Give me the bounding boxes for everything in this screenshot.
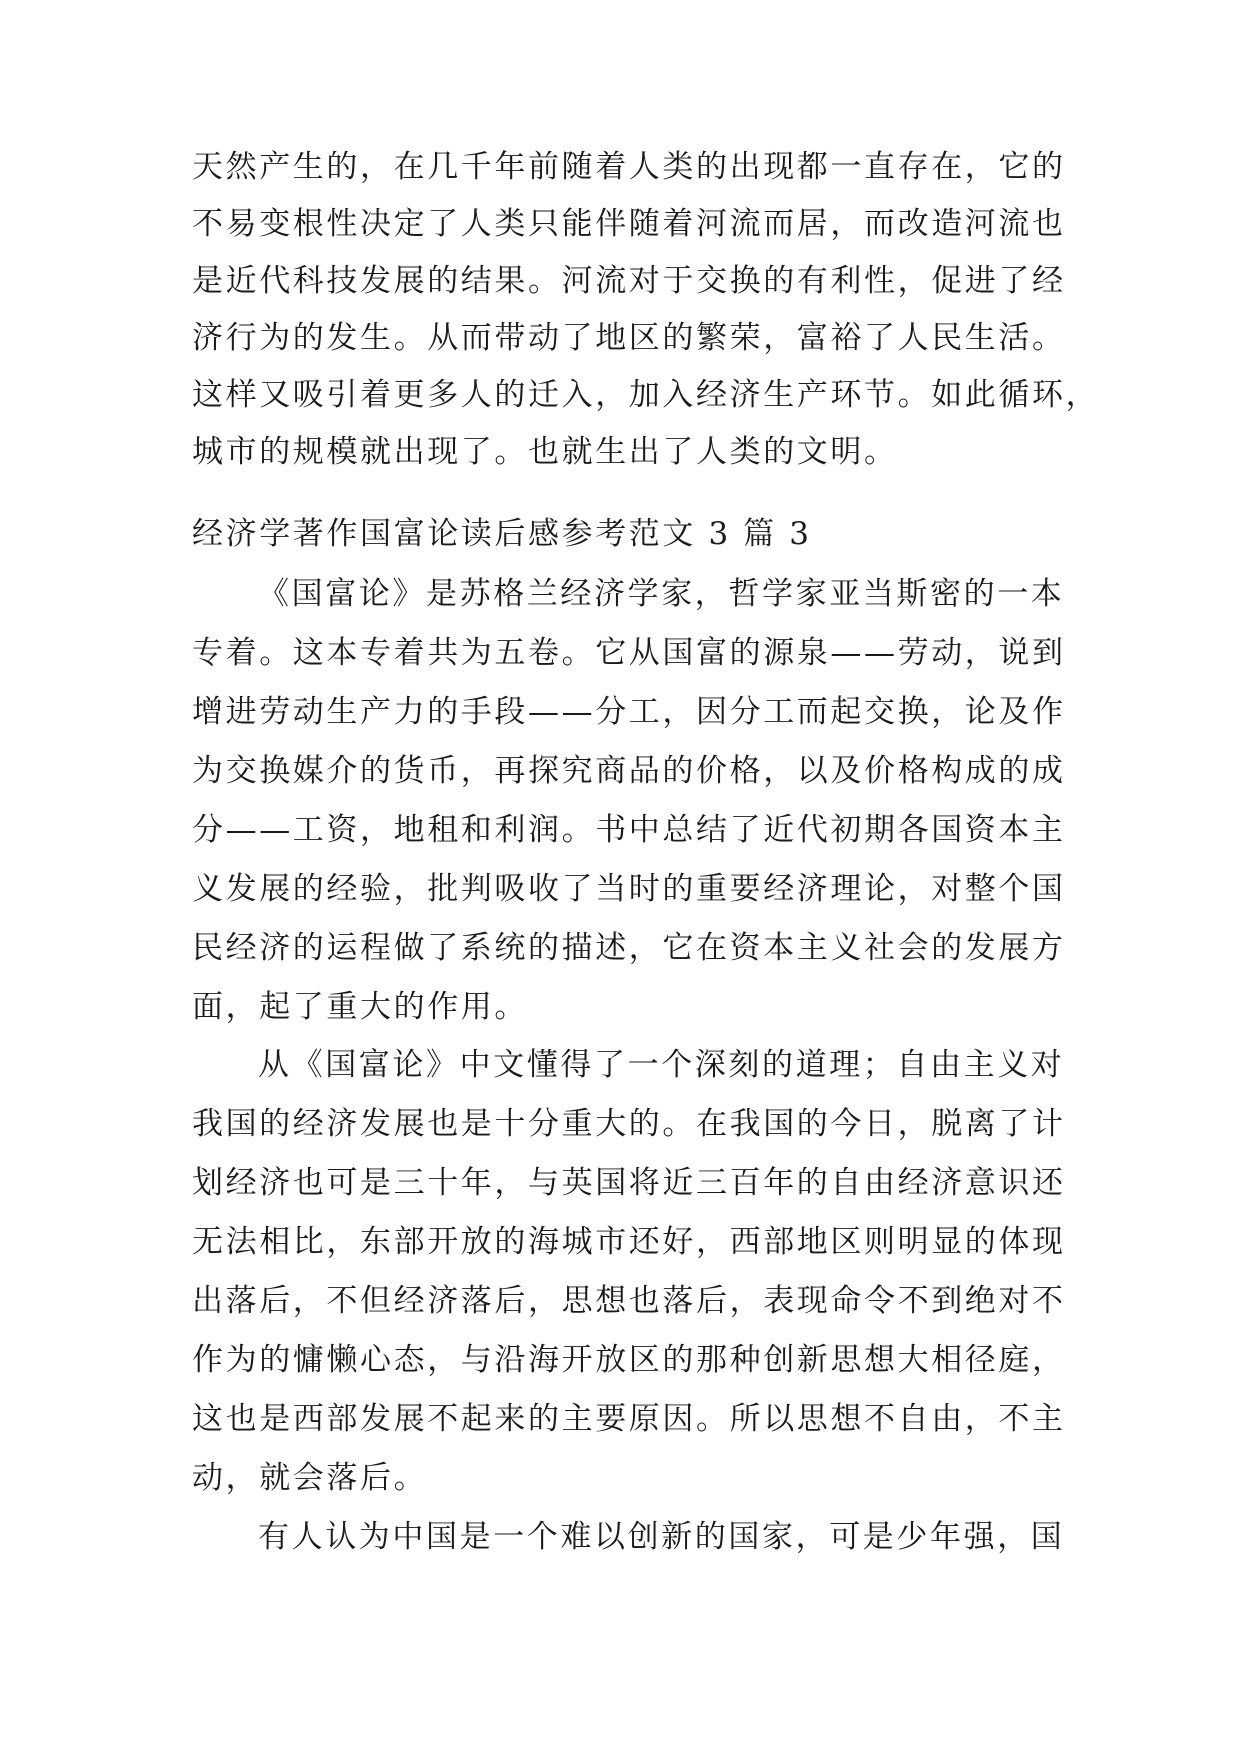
- text-line: 济行为的发生。从而带动了地区的繁荣，富裕了人民生活。: [192, 320, 1066, 356]
- text-line: 无法相比，东部开放的海城市还好，西部地区则明显的体现: [192, 1224, 1066, 1260]
- text-line: 义发展的经验，批判吸收了当时的重要经济理论，对整个国: [192, 871, 1066, 907]
- text-line: 是近代科技发展的结果。河流对于交换的有利性，促进了经: [192, 263, 1066, 299]
- paragraph-2: [192, 1045, 1066, 1517]
- text-line: 增进劳动生产力的手段——分工，因分工而起交换，论及作: [192, 694, 1066, 730]
- paragraph-3: [192, 1517, 1065, 1557]
- text-line: 从《国富论》中文懂得了一个深刻的道理；自由主义对: [258, 1047, 1065, 1083]
- text-line: 天然产生的，在几千年前随着人类的出现都一直存在，它的: [192, 149, 1066, 185]
- text-line: 民经济的运程做了系统的描述，它在资本主义社会的发展方: [192, 930, 1066, 966]
- text-line: 动，就会落后。: [192, 1460, 428, 1496]
- text-line: 面，起了重大的作用。: [192, 989, 528, 1025]
- paragraph-1: [192, 574, 1066, 1046]
- text-line: 作为的慵懒心态，与沿海开放区的那种创新思想大相径庭，: [192, 1342, 1066, 1378]
- section-heading: [192, 514, 1062, 554]
- text-line: 出落后，不但经济落后，思想也落后，表现命令不到绝对不: [192, 1283, 1066, 1319]
- text-line: 有人认为中国是一个难以创新的国家，可是少年强，国: [258, 1519, 1065, 1555]
- text-line: 这样又吸引着更多人的迁入，加入经济生产环节。如此循环，: [192, 377, 1100, 413]
- heading-text: 经济学著作国富论读后感参考范文 3 篇 3: [192, 516, 812, 552]
- text-line: 《国富论》是苏格兰经济学家，哲学家亚当斯密的一本: [258, 576, 1065, 612]
- text-line: 这也是西部发展不起来的主要原因。所以思想不自由，不主: [192, 1401, 1066, 1437]
- text-line: 为交换媒介的货币，再探究商品的价格，以及价格构成的成: [192, 753, 1066, 789]
- text-line: 专着。这本专着共为五卷。它从国富的源泉——劳动，说到: [192, 635, 1066, 671]
- text-line: 城市的规模就出现了。也就生出了人类的文明。: [192, 434, 898, 470]
- paragraph-continued: [192, 147, 1100, 489]
- text-line: 我国的经济发展也是十分重大的。在我国的今日，脱离了计: [192, 1106, 1066, 1142]
- text-line: 分——工资，地租和利润。书中总结了近代初期各国资本主: [192, 812, 1066, 848]
- text-line: 不易变根性决定了人类只能伴随着河流而居，而改造河流也: [192, 206, 1066, 242]
- text-line: 划经济也可是三十年，与英国将近三百年的自由经济意识还: [192, 1165, 1066, 1201]
